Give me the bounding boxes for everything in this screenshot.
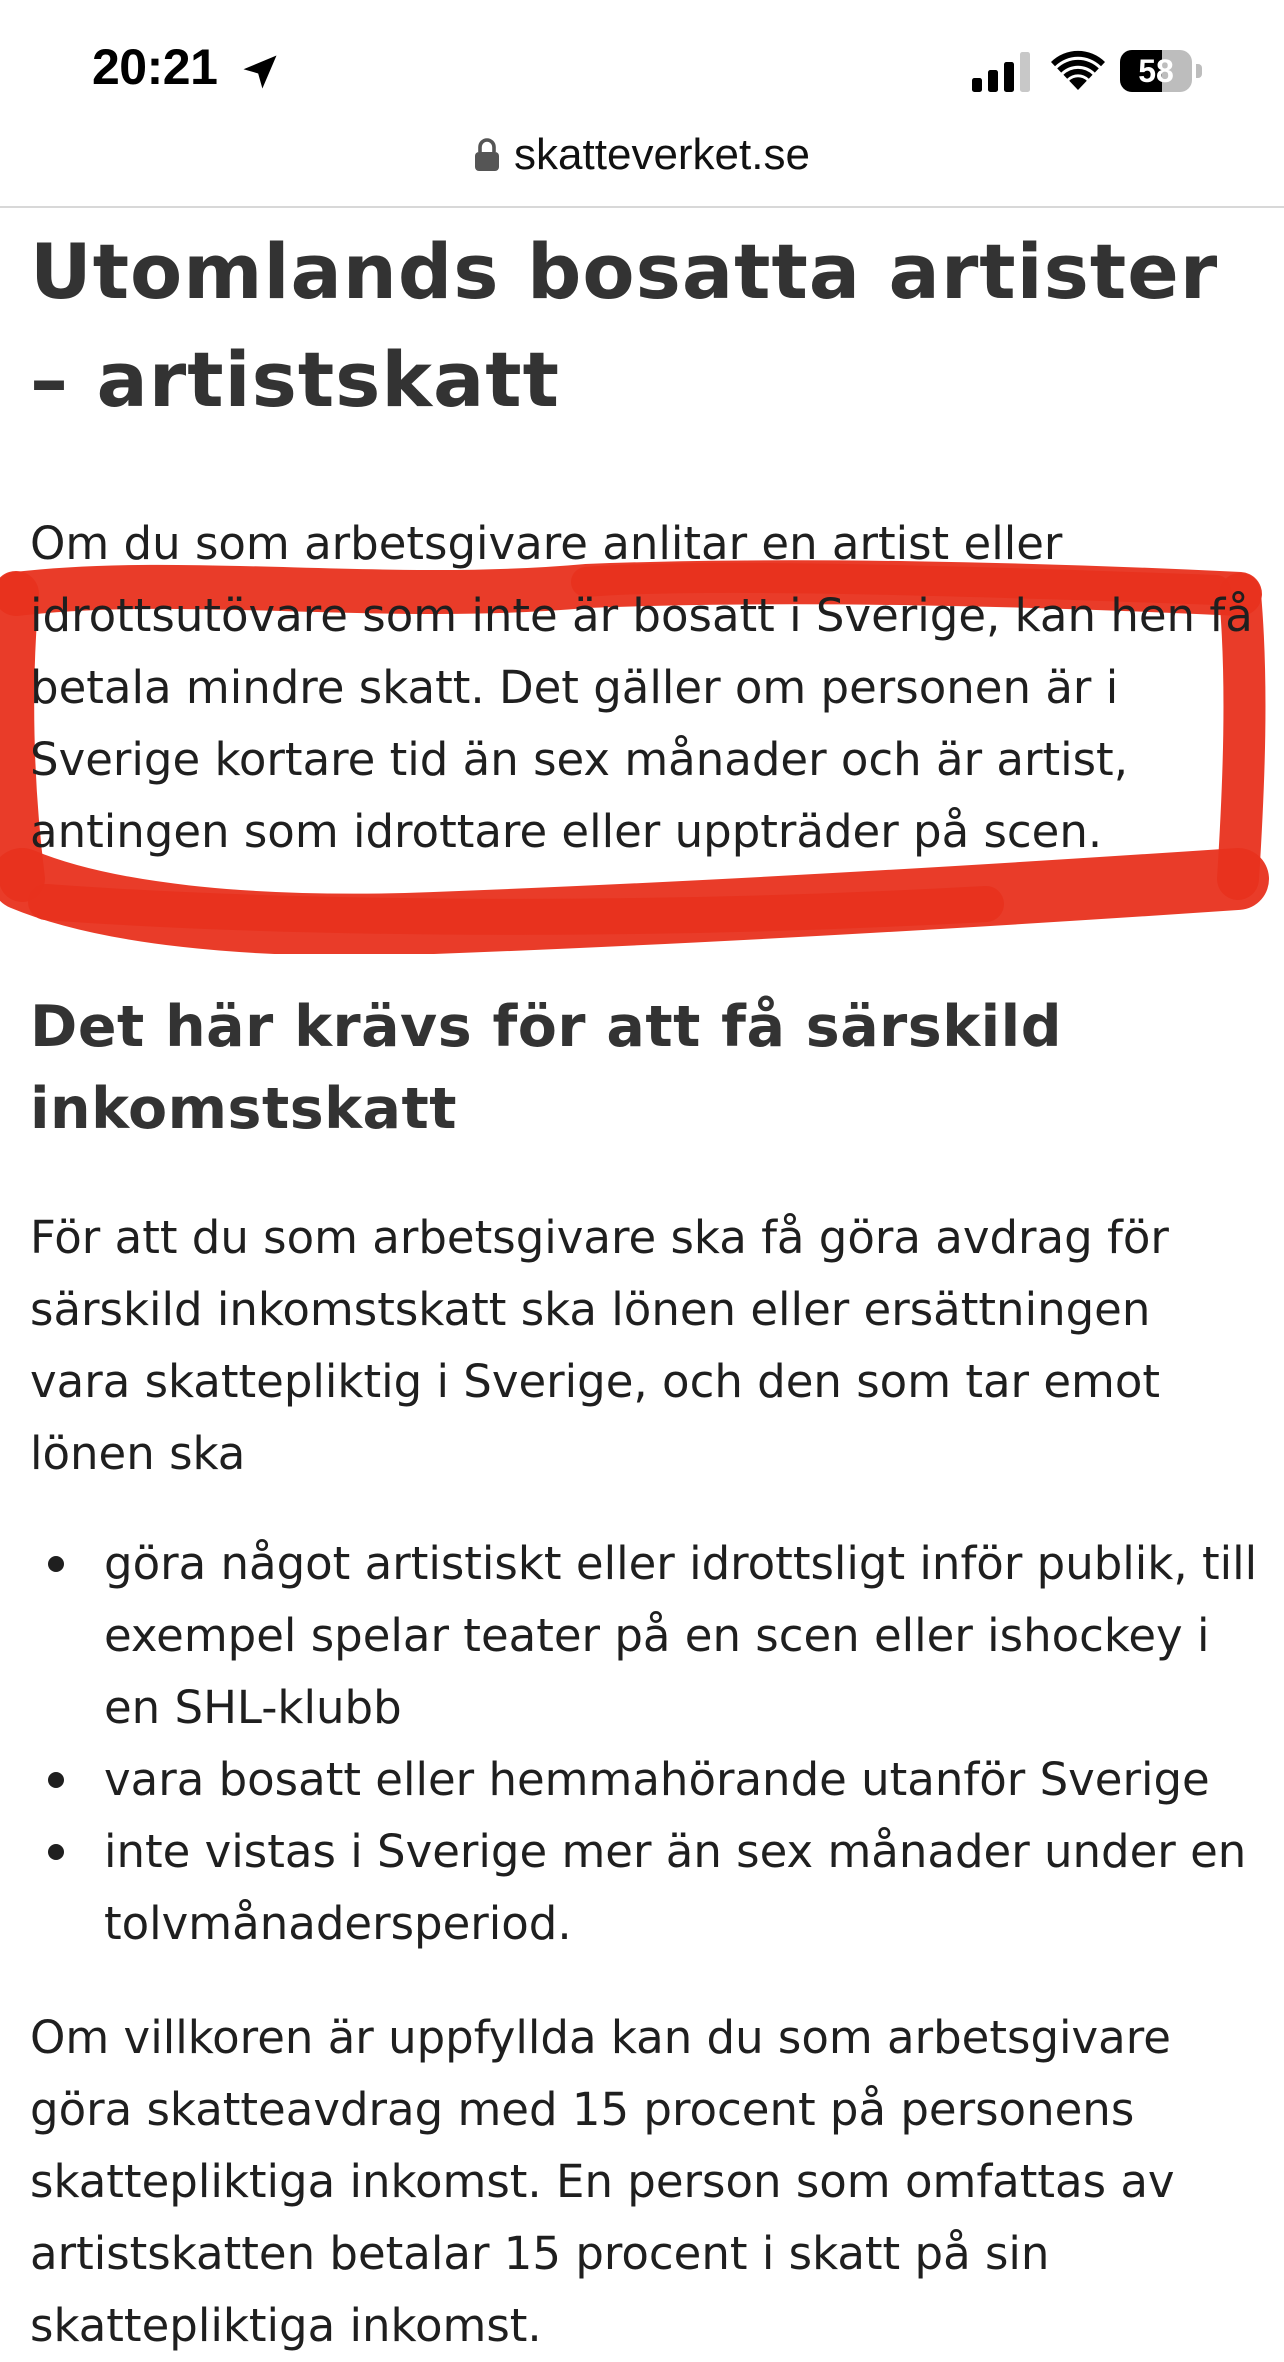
page-title: Utomlands bosatta artister – artistskatt bbox=[30, 227, 1219, 424]
page-content bbox=[30, 218, 1260, 2362]
battery-percent: 58 bbox=[1138, 53, 1174, 89]
battery-icon bbox=[1120, 50, 1202, 92]
section-intro-paragraph: För att du som arbetsgivare ska få göra avdrag för särskild inkomstskatt ska lönen eller ersättningen vara skattepliktig i Sverige, och den som tar emot lönen ska bbox=[30, 1211, 1169, 1480]
bullet-icon bbox=[48, 1844, 64, 1860]
list-item-text: göra något artistiskt eller idrottsligt inför publik, till exempel spelar teater på en scen eller ishockey i en SHL-klubb bbox=[104, 1537, 1258, 1734]
status-bar bbox=[0, 0, 1284, 130]
conditions-paragraph: Om villkoren är uppfyllda kan du som arbetsgivare göra skatteavdrag med 15 procent på personens skattepliktiga inkomst. En person som omfattas av artistskatten betalar 15 procent i skatt på sin skattepliktiga inkomst. bbox=[30, 2011, 1175, 2352]
lock-icon bbox=[474, 138, 500, 172]
cellular-signal-icon bbox=[972, 52, 1032, 92]
section-heading: Det här krävs för att få särskild inkomstskatt bbox=[30, 994, 1063, 1142]
battery-cap bbox=[1196, 64, 1202, 78]
requirements-list bbox=[30, 1528, 1260, 1960]
list-item-text: vara bosatt eller hemmahörande utanför Sverige bbox=[104, 1753, 1210, 1806]
wifi-icon bbox=[1050, 48, 1106, 92]
list-item bbox=[30, 1744, 1260, 1816]
status-time: 20:21 bbox=[92, 39, 218, 95]
list-item bbox=[30, 1528, 1260, 1744]
intro-section bbox=[30, 508, 1260, 868]
address-bar-divider bbox=[0, 206, 1284, 208]
list-item-text: inte vistas i Sverige mer än sex månader under en tolvmånadersperiod. bbox=[104, 1825, 1247, 1950]
list-item bbox=[30, 1816, 1260, 1960]
address-bar[interactable] bbox=[0, 126, 1284, 206]
location-arrow-icon bbox=[238, 50, 282, 94]
bullet-icon bbox=[48, 1772, 64, 1788]
battery-body bbox=[1120, 50, 1192, 92]
url-text[interactable]: skatteverket.se bbox=[514, 130, 810, 179]
bullet-icon bbox=[48, 1556, 64, 1572]
intro-paragraph: Om du som arbetsgivare anlitar en artist eller idrottsutövare som inte är bosatt i Sverige, kan hen få betala mindre skatt. Det gäller om personen är i Sverige kortare tid än sex månader och är artist, antingen som idrottare eller uppträder på scen. bbox=[30, 517, 1253, 858]
address-bar-inner[interactable] bbox=[474, 130, 810, 180]
